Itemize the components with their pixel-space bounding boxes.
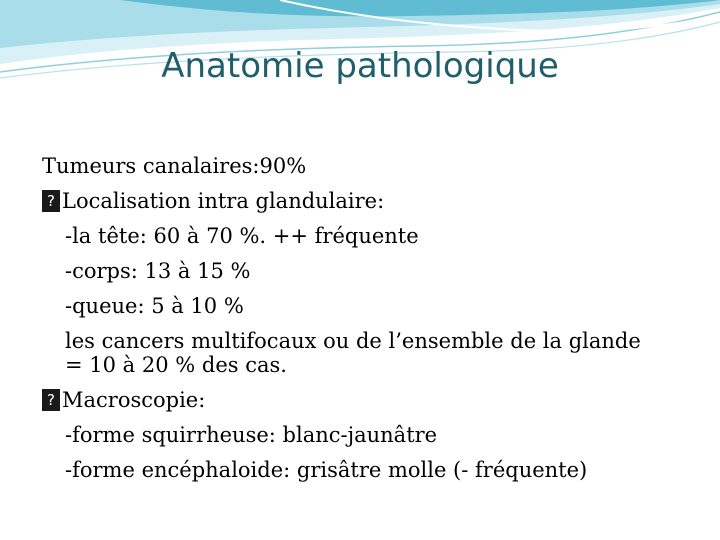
bullet-item-localisation [42,189,702,213]
bullet-label-macroscopie: Macroscopie: [62,388,206,412]
bullet-label-localisation: Localisation intra glandulaire: [62,189,385,213]
text-line-multifocaux: les cancers multifocaux ou de l’ensemble de la glande [65,329,641,353]
bullet-item-macroscopie [42,388,702,412]
text-line-encephaloide: -forme encéphaloide: grisâtre molle (- fréquente) [65,458,588,482]
slide-body [42,154,702,493]
text-line-tumeurs: Tumeurs canalaires:90% [42,154,307,178]
bullet-glyph-icon [42,190,60,212]
text-line-pourcentage-cas: = 10 à 20 % des cas. [65,353,287,377]
text-line-tete: -la tête: 60 à 70 %. ++ fréquente [65,224,419,248]
text-line-queue: -queue: 5 à 10 % [65,294,244,318]
slide-title: Anatomie pathologique [161,46,559,86]
text-line-squirrheuse: -forme squirrheuse: blanc-jaunâtre [65,423,438,447]
bullet-glyph-icon [42,389,60,411]
text-line-corps: -corps: 13 à 15 % [65,259,251,283]
